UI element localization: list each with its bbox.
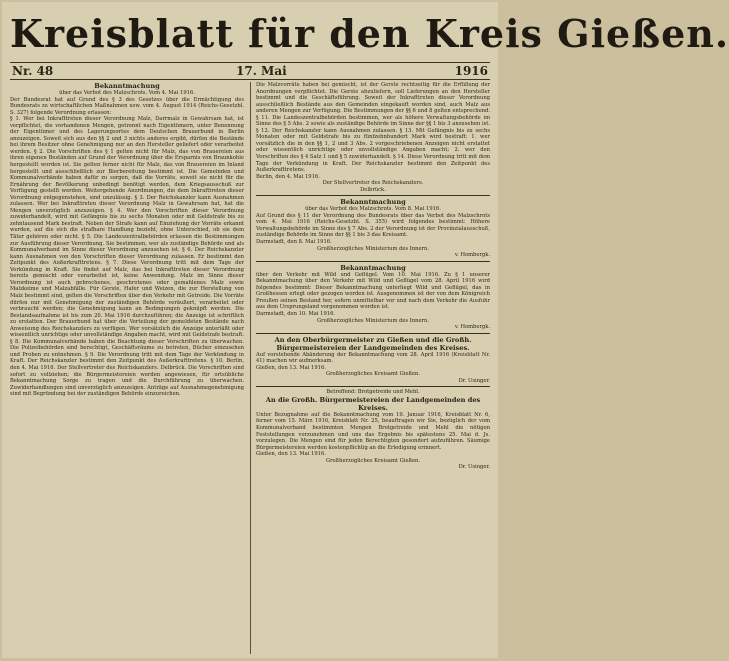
notice4-office: Großherzogliches Kreisamt Gießen.	[325, 371, 421, 378]
notice3-name: v. Hombergk.	[454, 324, 490, 331]
right-column	[256, 82, 490, 654]
notice2-text: Auf Grund des § 11 der Verordnung des Bundesrats über das Verbot des Malzschrots vom 4. Mai 1916 (Reichs-Gesetzbl. S. 355) wird folgendes bestimmt: Höhere Verwaltungsbehörde im Sinne des § 7 Abs. 2 der Verordnung ist der Provinzialausschuß, zuständige Behörde im Sinne der §§ 1 bis 3 das Kreisamt.	[256, 212, 490, 239]
section-divider	[256, 261, 490, 262]
left-column	[10, 82, 244, 654]
left-heading: Bekanntmachung	[94, 82, 160, 90]
dateline-rule	[10, 79, 490, 80]
left-intro: Der Bundesrat hat auf Grund des § 3 des Gesetzes über die Ermächtigung des Bundesrats zu wirtschaftlichen Maßnahmen usw. vom 4. August 1914 (Reichs-Gesetzbl. S. 327) folgende Verordnung erlassen:	[10, 96, 244, 116]
notice5-subheading: An die Großh. Bürgermeistereien der Landgemeinden des Kreises.	[265, 395, 481, 412]
signoff-name: Delbrück.	[360, 186, 386, 193]
newspaper-page	[2, 2, 729, 658]
right-top-text: Die Malzvorräte haben bei gemischt, ist der Gerste rechtzeitig für die Erfüllung der Anordnungen verpflichtet. Die Gerste abzuliefern, soll Lieferungen an den Hersteller bestimmt und die Geschäftsführung. Soweit der Inkrafttreten dieser Verordnung ausschließlich Bestände aus den Gemeinden eingekauft worden sind, auch Malz aus anderen Mengen zur Verfügung. Die Bestimmungen der §§ 6 und 8 gelten entsprechend. § 11. Die Landeszentralbehörden bestimmen, wer als höhere Verwaltungsbehörde im Sinne des § 5 Abs. 2 sowie als zuständige Behörde im Sinne der §§ 1 bis 3 anzusehen ist. § 12. Der Reichskanzler kann Ausnahmen zulassen. § 13. Mit Gefängnis bis zu sechs Monaten oder mit Geldstrafe bis zu fünfzehnhundert Mark wird bestraft: 1. wer vorsätzlich die in den §§ 1, 2 und 3 Abs. 2 vorgeschriebenen Anzeigen nicht erstattet oder wissentlich unrichtige oder unvollständige Angaben macht; 2. wer den Vorschriften des § 4 Satz 1 und § 5 zuwiderhandelt. § 14. Diese Verordnung tritt mit dem Tage der Verkündung in Kraft. Der Reichskanzler bestimmt den Zeitpunkt des Außerkrafttretens.	[256, 82, 490, 174]
notice4-heading: An den Oberbürgermeister zu Gießen und die Großh. Bürgermeistereien der Landgemeinden des Kreises.	[274, 335, 472, 352]
notice4-text: Auf vorstehende Abänderung der Bekanntmachung vom 28. April 1916 (Kreisblatt Nr. 41) machen wir aufmerksam.	[256, 351, 490, 365]
left-subheading: über das Verbot des Malzschrots. Vom 4. Mai 1916.	[59, 90, 195, 96]
notice2-subheading: über das Verbot des Malzschrots. Vom 8. Mai 1916.	[305, 206, 441, 213]
notice2-place: Darmstadt, den 8. Mai 1916.	[256, 239, 332, 246]
issue-number: Nr. 48	[12, 64, 54, 78]
notice5-text: Unter Bezugnahme auf die Bekanntmachung vom 19. Januar 1916, Kreisblatt Nr. 6, ferner vom 15. März 1916, Kreisblatt Nr. 25, beauftragen wir Sie, bezüglich der vom Kommunalverband bestimmten Mengen Brotgetreide und Mehl die nötigen Feststellungen vorzunehmen und uns das Ergebnis bis spätestens 25. Mai d. Js. vorzulegen. Die Mengen sind für jeden Berechtigten gesondert aufzuführen. Säumige Bürgermeistereien werden kostenpflichtig an die Erledigung erinnert.	[256, 411, 490, 451]
signoff-office: Der Stellvertreter des Reichskanzlers.	[322, 180, 424, 187]
notice2-heading: Bekanntmachung	[340, 198, 406, 207]
notice2-name: v. Hombergk.	[454, 252, 490, 259]
column-divider	[250, 82, 251, 654]
left-body: § 1. Wer bei Inkrafttreten dieser Verordnung Malz, Darrmalz in Gewahrsam hat, ist verpflichtet, die vorhandenen Mengen, getrennt nach Eigentümern, unter Benennung der Eigentümer und des Lagerungsortes dem Deutschen Brauerbund in Berlin anzuzeigen. Soweit sich aus den §§ 2 und 3 nichts anderes ergibt, dürfen die Bestände bei ihrem Besitzer ohne Genehmigung nur an den Hersteller geliefert oder verarbeitet werden. § 2. Die Vorschriften des § 1 gelten nicht für Malz, das von Brauereien aus ihren eigenen Beständen auf Grund der Verordnung über die Ersparnis von Braunkohle hergestellt worden ist. Sie gelten ferner nicht für Malz, das von Brauereien im Inland hergestellt und ausschließlich zur Bierbereitung bestimmt ist. Die Gemeinden und Kommunalverbände haben dafür zu sorgen, daß die Vorräte, soweit sie nicht für die Ernährung der Bevölkerung unbedingt benötigt werden, dem Kriegsausschuß zur Verfügung gestellt werden. Weitergehende Anordnungen, die dem Inkrafttreten dieser Verordnung entgegenstehen, sind unzulässig. § 3. Der Reichskanzler kann Ausnahmen zulassen. Wer bei Inkrafttreten dieser Verordnung Malz in Gewahrsam hat, hat die Mengen unverzüglich anzuzeigen. § 4. Wer den Vorschriften dieser Verordnung zuwiderhandelt, wird mit Gefängnis bis zu sechs Monaten oder mit Geldstrafe bis zu zehntausend Mark bestraft. Neben der Strafe kann auf Einziehung der Vorräte erkannt werden, auf die sich die strafbare Handlung bezieht, ohne Unterschied, ob sie dem Täter gehören oder nicht. § 5. Die Landeszentralbehörden erlassen die Bestimmungen zur Ausführung dieser Verordnung. Sie bestimmen, wer als zuständige Behörde und als Kommunalverband im Sinne dieser Verordnung anzusehen ist. § 6. Der Reichskanzler kann Ausnahmen von den Vorschriften dieser Verordnung zulassen. Er bestimmt den Zeitpunkt des Außerkrafttretens. § 7. Diese Verordnung tritt mit dem Tage der Verkündung in Kraft. Sie findet auf Malz, das bei Inkrafttreten dieser Verordnung bereits gemischt oder verarbeitet ist, keine Anwendung. Malz im Sinne dieser Verordnung ist auch gebrochenes, geschrotenes oder gemahlenes Malz sowie Malzkeime und Malzabfälle. Für Gerste, Hafer und Weizen, die zur Herstellung von Malz bestimmt sind, gelten die Vorschriften über den Verkehr mit Getreide. Die Vorräte dürfen nur mit Genehmigung der zuständigen Behörde veräußert, verarbeitet oder verbraucht werden; die Genehmigung kann an Bedingungen geknüpft werden. Die Bestandsaufnahme ist bis zum 20. Mai 1916 durchzuführen; die Anzeige ist schriftlich zu erstatten. Der Brauerbund hat über die Verteilung der gemeldeten Bestände nach Anweisung des Reichskanzlers zu verfügen. Wer vorsätzlich die Anzeige unterläßt oder wissentlich unrichtige oder unvollständige Angaben macht, wird mit Geldstrafe bestraft. § 8. Die Kommunalverbände haben die Beachtung dieser Vorschriften zu überwachen. Die Polizeibehörden sind berechtigt, Geschäftsräume zu betreten, Bücher einzusehen und Proben zu entnehmen. § 9. Die Verordnung tritt mit dem Tage der Verkündung in Kraft. Der Reichskanzler bestimmt den Zeitpunkt des Außerkrafttretens. § 10. Berlin, den 4. Mai 1916. Der Stellvertreter des Reichskanzlers. Delbrück. Die Vorschriften sind sofort zu vollziehen; die Bürgermeistereien werden angewiesen, für ortsübliche Bekanntmachung Sorge zu tragen und die Durchführung zu überwachen. Zuwiderhandlungen sind unverzüglich anzuzeigen. Anträge auf Ausnahmegenehmigung sind mit Begründung bei der zuständigen Behörde einzureichen.	[10, 116, 244, 398]
notice3-heading: Bekanntmachung	[340, 263, 406, 272]
masthead-rule	[10, 62, 490, 63]
section-divider	[256, 386, 490, 387]
notice5-heading: Betreffend: Brotgetreide und Mehl.	[326, 389, 420, 396]
issue-date: 17. Mai	[236, 64, 287, 78]
notice4-name: Dr. Usinger.	[458, 377, 490, 384]
section-divider	[256, 195, 490, 196]
signoff-place: Berlin, den 4. Mai 1916.	[256, 173, 320, 180]
issue-year: 1916	[454, 64, 488, 78]
notice3-office: Großherzogliches Ministerium des Innern.	[316, 317, 430, 324]
notice5-place: Gießen, den 13. Mai 1916.	[256, 451, 326, 458]
section-divider	[256, 333, 490, 334]
notice3-text: über den Verkehr mit Wild und Geflügel. Vom 10. Mai 1916. Zu § 1 unserer Bekanntmachung über den Verkehr mit Wild und Geflügel vom 28. April 1916 wird folgendes bestimmt: Dieser Bekanntmachung unterliegt Wild und Geflügel, das in Großhessen erlegt oder gezogen worden ist. Ausgenommen ist der von dem Königreich Preußen seinen Bestand her, sofern unmittelbar vor und nach dem Verkehr die Ausfuhr aus dem Ursprungsland vorgenommen worden ist.	[256, 271, 490, 311]
dateline	[10, 64, 490, 78]
notice4-place: Gießen, den 13. Mai 1916.	[256, 364, 326, 371]
notice2-office: Großherzogliches Ministerium des Innern.	[316, 245, 430, 252]
notice3-place: Darmstadt, den 10. Mai 1916.	[256, 310, 336, 317]
masthead-title: Kreisblatt für den Kreis Gießen.	[10, 11, 729, 56]
notice5-name: Dr. Usinger.	[458, 464, 490, 471]
notice5-office: Großherzogliches Kreisamt Gießen.	[325, 457, 421, 464]
